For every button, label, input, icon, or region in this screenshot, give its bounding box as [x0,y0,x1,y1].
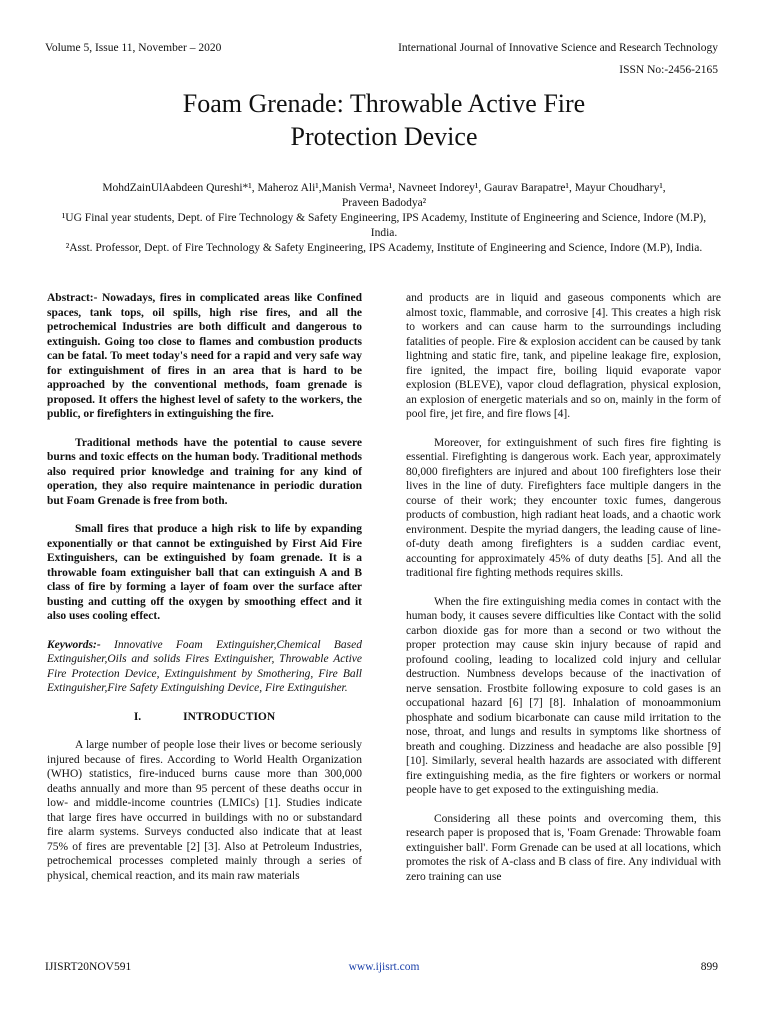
body-paragraph-2: Moreover, for extinguishment of such fires fire fighting is essential. Firefighting is dangerous work. Each year, approximately 80,000 firefighters are injured and about 100 firefighters lose their lives in the line of duty. Firefighters face multiple dangers in the course of their work; they encounter toxic fumes, dangerous products of combustion, high radiant heat loads, and a chaotic work environment. Despite the myriad dangers, the leading cause of line-of-duty death among firefighters is a sudden cardiac event, accounting for approximately 45% of duty deaths [5]. And all the traditional fire fighting methods requires skills. [406,436,721,579]
author-names [50,181,718,211]
journal-name: International Journal of Innovative Science and Research Technology [398,42,718,54]
left-column [47,291,362,883]
body-paragraph-1: and products are in liquid and gaseous components which are almost toxic, flammable, and corrosive [4]. This creates a high risk to workers and can cause harm to the surroundings including fatalities of people. Fire & explosion accident can be caused by tank lightning and static fire, tank, and pipeline leakage fire, explosion, fire ignited, the impact fire, boiling liquid evaporate vapor explosion (BLEVE), vapor cloud deflagration, physical explosion, an explosion of energetic materials and so on, mainly in the form of pool fire, jet fire, and fire flows [4]. [406,292,721,420]
author-names-line-2: Praveen Badodya² [341,197,427,209]
author-block [50,181,718,256]
issn: ISSN No:-2456-2165 [619,64,718,76]
title-line-2: Protection Device [290,122,478,151]
section-heading [47,710,362,725]
paper-title [40,87,728,153]
abstract-paragraph: Abstract:- Nowadays, fires in complicated areas like Confined spaces, tank tops, oil spills, high rise fires, and all the petrochemical Industries are both difficult and dangerous to extinguish. Going too close to flames and combustion products can be fatal. To meet today's need for a rapid and very safe way for extinguishment of fires in an area that is hard to be approached by the conventional methods, foam grenade is proposed. It offers the highest level of safety to the workers, the public, or firefighters in extinguishing the fire. [47,292,362,420]
keywords [47,638,362,696]
abstract-paragraph-2: Traditional methods have the potential to cause severe burns and toxic effects on the human body. Traditional methods also required prior knowledge and training for any kind of operation, they also require maintenance in periodic duration but Foam Grenade is free from both. [47,436,362,507]
title-line-1: Foam Grenade: Throwable Active Fire [182,89,586,118]
affiliation-1: ¹UG Final year students, Dept. of Fire Technology & Safety Engineering, IPS Academy, Institute of Engineering and Science, Indore (M.P), India. [61,212,707,239]
section-title: INTRODUCTION [183,710,276,723]
author-names-line-1: MohdZainUlAabdeen Qureshi*¹, Maheroz Ali¹,Manish Verma¹, Navneet Indorey¹, Gaurav Barapatre¹, Mayur Choudhary¹, [102,182,666,194]
intro-paragraph: A large number of people lose their lives or become seriously injured because of fires. According to World Health Organization (WHO) statistics, fire-induced burns cause more than 300,000 deaths annually and more than 95 percent of these deaths occur in low- and middle-income countries (LMICs) [1]. Studies indicate that large fires have occurred in buildings with no or substandard fire alarm systems. Surveys conducted also indicate that at least 75% of fires are preventable [2] [3]. Also at Petroleum Industries, petrochemical processes completed mainly through a series of physical, chemical reaction, and its main raw materials [47,739,362,882]
page-number: 899 [700,961,718,973]
abstract-paragraph-3: Small fires that produce a high risk to life by expanding exponentially or that cannot be extinguished by First Aid Fire Extinguishers, can be extinguished by foam grenade. It is a throwable foam extinguisher ball that can extinguish A and B class of fire by forming a layer of foam over the surface after busting and cutting off the oxygen by smoothing effect and it also uses cooling effect. [47,523,362,622]
right-column [406,291,721,884]
body-paragraph-4: Considering all these points and overcoming them, this research paper is proposed that is, 'Foam Grenade: Throwable foam extinguisher ball'. Form Grenade can be used at all locations, which promotes the risk of A-class and B class of fire. Any individual with zero training can use [406,812,721,883]
paper-id: IJISRT20NOV591 [45,961,132,973]
affiliation-2: ²Asst. Professor, Dept. of Fire Technology & Safety Engineering, IPS Academy, Institute of Engineering and Science, Indore (M.P), India. [65,242,703,254]
journal-volume: Volume 5, Issue 11, November – 2020 [45,42,222,54]
keywords-text: Innovative Foam Extinguisher,Chemical Based Extinguisher,Oils and solids Fires Extinguisher, Throwable Active Fire Protection Device, Extinguishment by Smothering, Fire Ball Extinguisher,Fire Safety Extinguishing Device, Fire Extinguisher. [47,638,362,694]
keywords-label: Keywords:- [47,638,101,651]
body-paragraph-3: When the fire extinguishing media comes in contact with the human body, it causes severe difficulties like Contact with the solid carbon dioxide gas for more than a second or two without the proper protection may cause skin injury because of rapid and profound cooling, leading to localized cold injury and cellular destruction. Numbness develops because of the inactivation of nerve sensation. Frostbite following exposure to cold gases is an occupational hazard [6] [7] [8]. Inhalation of monoammonium phosphate and sodium bicarbonate can cause mild irritation to the nose, throat, and lungs and results in symptoms like shortness of breath and coughing. Dizziness and headache are also possible [9] [10]. Similarly, several health hazards are associated with different fire extinguishing media, as the fire fighters or workers or normal people have to get exposed to the extinguishing media. [406,595,721,796]
website-link[interactable]: www.ijisrt.com [348,961,420,973]
section-number: I. [133,710,142,723]
